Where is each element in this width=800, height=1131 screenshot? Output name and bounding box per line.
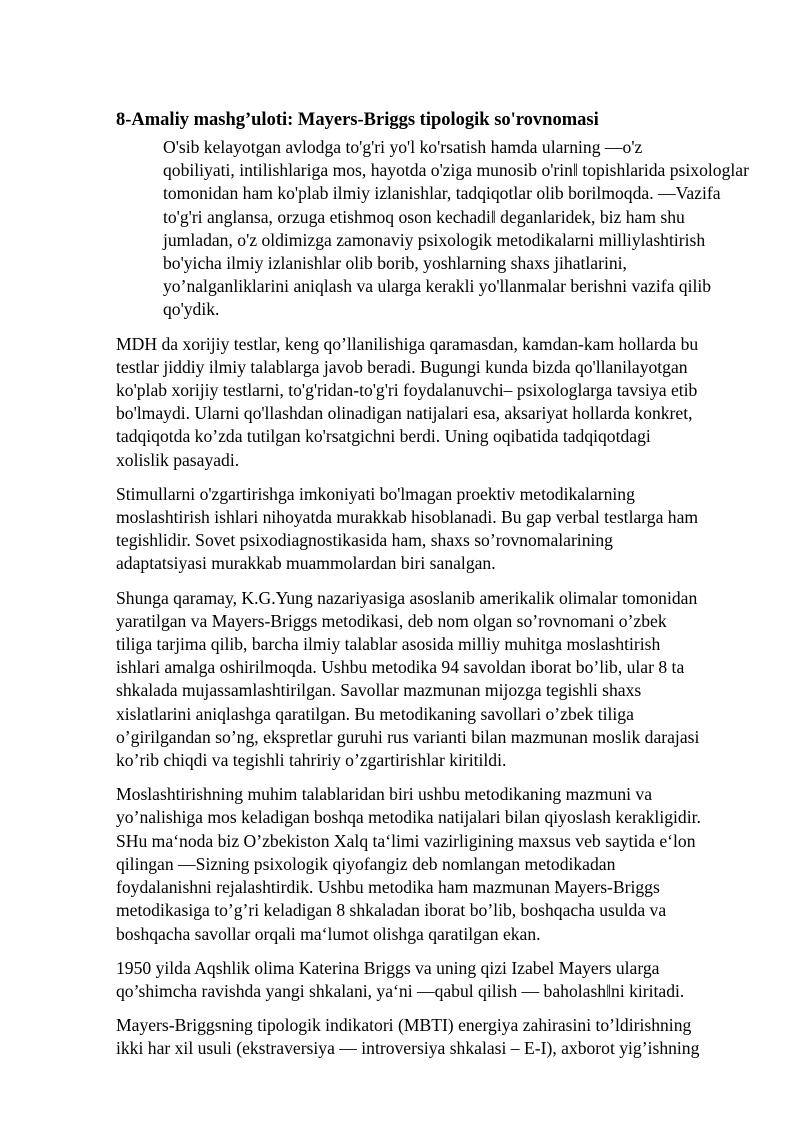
document-title: 8-Amaliy mashg’uloti: Mayers-Briggs tipologik so'rovnomasi <box>116 110 599 130</box>
text-line: boshqacha savollar orqali ma‘lumot olishga qaratilgan ekan. <box>116 923 541 944</box>
text-line: Stimullarni o'zgartirishga imkoniyati bo'lmagan proektiv metodikalarning <box>116 483 635 504</box>
text-line: Mayers-Briggsning tipologik indikatori (MBTI) energiya zahirasini to’ldirishning <box>116 1015 692 1036</box>
text-line: ko’rib chiqdi va tegishli tahririy o’zgartirishlar kiritildi. <box>116 750 507 771</box>
text-line: shkalada mujassamlashtirilgan. Savollar mazmunan mijozga tegishli shaxs <box>116 680 642 701</box>
text-line: foydalanishni rejalashtirdik. Ushbu metodika ham mazmunan Mayers-Briggs <box>116 877 660 898</box>
text-line: tegishlidir. Sovet psixodiagnostikasida ham, shaxs so’rovnomalarining <box>116 530 613 551</box>
text-line: xolislik pasayadi. <box>116 449 240 470</box>
text-line: SHu ma‘noda biz O’zbekiston Xalq ta‘limi vazirligining maxsus veb saytida e‘lon <box>116 830 696 851</box>
text-line: ishlari amalga oshirilmoqda. Ushbu metodika 94 savoldan iborat bo’lib, ular 8 ta <box>116 657 685 678</box>
paragraph <box>116 136 749 322</box>
text-line: 1950 yilda Aqshlik olima Katerina Briggs va uning qizi Izabel Mayers ularga <box>116 957 660 978</box>
paragraph <box>116 587 742 773</box>
text-line: Shunga qaramay, K.G.Yung nazariyasiga asoslanib amerikalik olimalar tomonidan <box>116 587 698 608</box>
text-line: testlar jiddiy ilmiy talablarga javob beradi. Bugungi kunda bizda qo'llanilayotgan <box>116 356 688 377</box>
text-line: Moslashtirishning muhim talablaridan biri ushbu metodikaning mazmuni va <box>116 784 653 805</box>
text-line: metodikasiga to’g’ri keladigan 8 shkaladan iborat bo’lib, boshqacha usulda va <box>116 900 667 921</box>
text-line: ko'plab xorijiy testlarni, to'g'ridan-to'g'ri foydalanuvchi– psixologlarga tavsiya etib <box>116 380 698 401</box>
text-line: yo’nalganliklarini aniqlash va ularga kerakli yo'llanmalar berishni vazifa qilib <box>163 276 712 297</box>
text-line: adaptatsiyasi murakkab muammolardan biri sanalgan. <box>116 553 496 574</box>
text-line: moslashtirish ishlari nihoyatda murakkab hisoblanadi. Bu gap verbal testlarga ham <box>116 507 699 528</box>
text-line: ikki har xil usuli (ekstraversiya ― introversiya shkalasi – E-I), axborot yig’ishning <box>116 1038 700 1059</box>
paragraph <box>116 783 742 945</box>
paragraph <box>116 957 742 1003</box>
text-line: tiliga tarjima qilib, barcha ilmiy talablar asosida milliy muhitga moslashtirish <box>116 634 661 655</box>
text-line: qo’shimcha ravishda yangi shkalani, ya‘ni ―qabul qilish ― baholash‖ni kiritadi. <box>116 980 685 1001</box>
paragraph <box>116 1014 742 1060</box>
document-body <box>116 136 749 1061</box>
text-line: to'g'ri anglansa, orzuga etishmoq oson kechadi‖ deganlaridek, biz ham shu <box>163 206 685 227</box>
text-line: qo'ydik. <box>163 299 220 320</box>
text-line: jumladan, o'z oldimizga zamonaviy psixologik metodikalarni milliylashtirish <box>163 229 706 250</box>
text-line: tadqiqotda ko’zda tutilgan ko'rsatgichni berdi. Uning oqibatida tadqiqotdagi <box>116 426 651 447</box>
text-line: xislatlarini aniqlashga qaratilgan. Bu metodikaning savollari o’zbek tiliga <box>116 703 634 724</box>
text-line: o’girilgandan so’ng, ekspretlar guruhi rus varianti bilan mazmunan moslik darajasi <box>116 726 700 747</box>
text-line: bo'lmaydi. Ularni qo'llashdan olinadigan natijalari esa, aksariyat hollarda konkret, <box>116 403 693 424</box>
text-line: qilingan ―Sizning psixologik qiyofangiz deb nomlangan metodikadan <box>116 853 616 874</box>
text-line: yo’nalishiga mos keladigan boshqa metodika natijalari bilan qiyoslash kerakligidir. <box>116 807 701 828</box>
text-line: MDH da xorijiy testlar, keng qo’llanilishiga qaramasdan, kamdan-kam hollarda bu <box>116 333 699 354</box>
text-line: bo'yicha ilmiy izlanishlar olib borib, yoshlarning shaxs jihatlarini, <box>163 253 627 274</box>
text-line: tomonidan ham ko'plab ilmiy izlanishlar, tadqiqotlar olib borilmoqda. ―Vazifa <box>163 183 721 204</box>
paragraph <box>116 483 742 576</box>
text-line: O'sib kelayotgan avlodga to'g'ri yo'l ko'rsatish hamda ularning ―o'z <box>163 137 643 157</box>
paragraph <box>116 333 742 472</box>
text-line: yaratilgan va Mayers-Briggs metodikasi, deb nom olgan so’rovnomani o’zbek <box>116 610 667 631</box>
text-line: qobiliyati, intilishlariga mos, hayotda o'ziga munosib o'rin‖ topishlarida psixologlar <box>163 160 749 181</box>
